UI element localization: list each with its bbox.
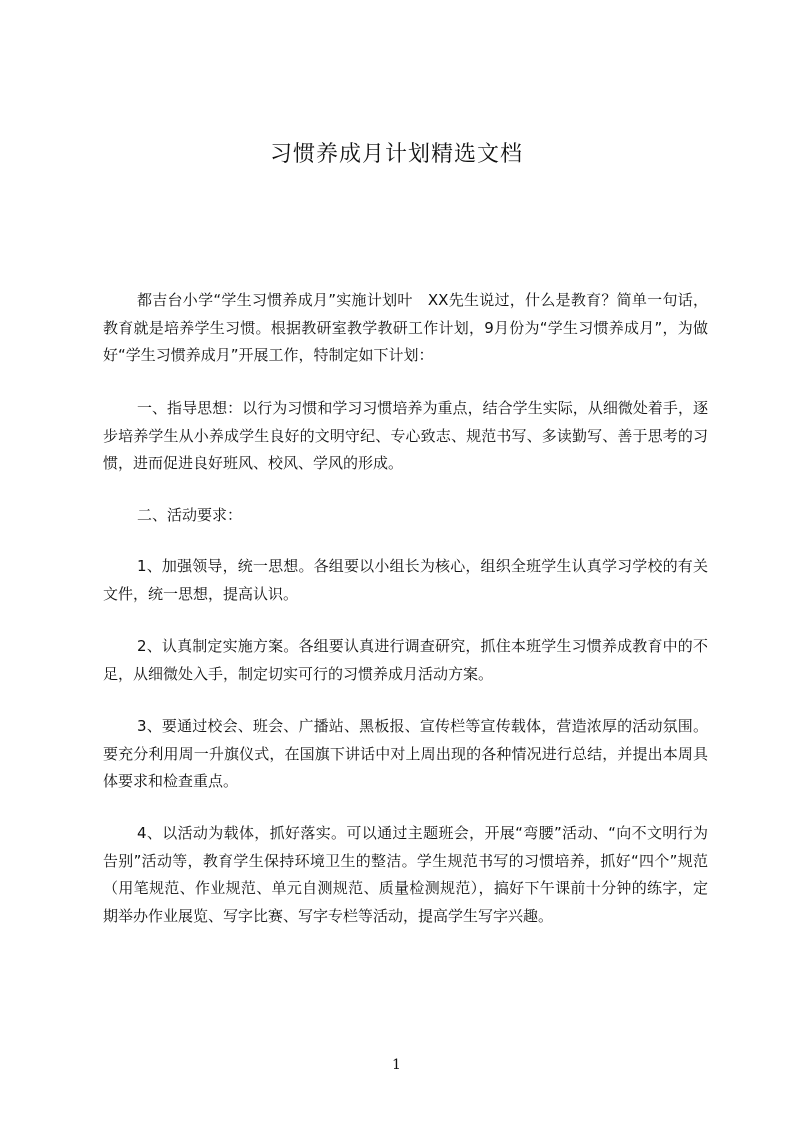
requirement-item-4: 4、以活动为载体，抓好落实。可以通过主题班会，开展“弯腰”活动、“向不文明行为告别”活动等，教育学生保持环境卫生的整洁。学生规范书写的习惯培养，抓好“四个”规范（用笔规范、作业规范、单元自测规范、质量检测规范），搞好下午课前十分钟的练字，定期举办作业展览、写字比赛、写字专栏等活动，提高学生写字兴趣。 [103, 824, 708, 925]
requirement-item-3: 3、要通过校会、班会、广播站、黑板报、宣传栏等宣传载体，营造浓厚的活动氛围。要充分利用周一升旗仪式，在国旗下讲话中对上周出现的各种情况进行总结，并提出本周具体要求和检查重点。 [103, 717, 708, 790]
requirement-item-1: 1、加强领导，统一思想。各组要以小组长为核心，组织全班学生认真学习学校的有关文件，统一思想，提高认识。 [103, 557, 708, 603]
requirement-item-2: 2、认真制定实施方案。各组要认真进行调查研究，抓住本班学生习惯养成教育中的不足，从细微处入手，制定切实可行的习惯养成月活动方案。 [103, 637, 708, 683]
page-number: 1 [392, 1057, 401, 1073]
intro-paragraph: 都吉台小学“学生习惯养成月”实施计划叶 XX先生说过，什么是教育？简单一句话，教育就是培养学生习惯。根据教研室教学教研工作计划，9月份为“学生习惯养成月”，为做好“学生习惯养成月”开展工作，特制定如下计划： [103, 291, 708, 364]
activity-requirements-heading: 二、活动要求： [137, 506, 243, 524]
document-title: 习惯养成月计划精选文档 [269, 142, 523, 167]
guiding-principle-paragraph: 一、指导思想：以行为习惯和学习习惯培养为重点，结合学生实际，从细微处着手，逐步培养学生从小养成学生良好的文明守纪、专心致志、规范书写、多读勤写、善于思考的习惯，进而促进良好班风、校风、学风的形成。 [103, 399, 708, 472]
